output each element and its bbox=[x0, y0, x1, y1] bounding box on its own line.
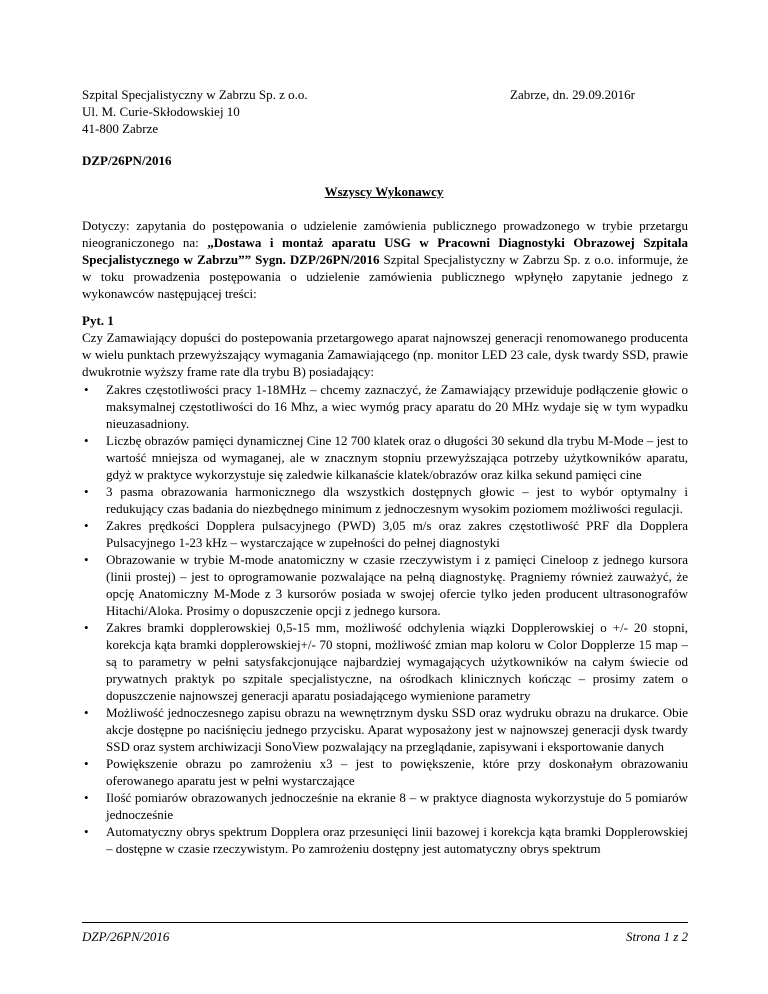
list-item bbox=[82, 551, 688, 619]
intro-text-start: Dotyczy: zapytania do postępowania o udzielenie zamówienia publicznego prowadzonego w trybie przetargu nieograniczonego na: bbox=[82, 218, 688, 250]
footer-reference: DZP/26PN/2016 bbox=[82, 929, 170, 944]
sender-address bbox=[82, 86, 412, 137]
question-title: Pyt. 1 bbox=[82, 313, 114, 328]
sender-line: 41-800 Zabrze bbox=[82, 121, 159, 136]
list-item-text: Liczbę obrazów pamięci dynamicznej Cine 12 700 klatek oraz o długości 30 sekund dla trybu M-Mode – jest to wartość mniejsza od wymaganej, ale w znacznym stopniu przewyższająca potrzeby użytkowników aparatu, gdyż w praktyce wykorzystuje się zaledwie kilkanaście klatek/obrazów oraz kilka sekund pamięci cine bbox=[106, 433, 688, 482]
bullet-icon: • bbox=[84, 824, 89, 839]
list-item-text: Zakres bramki dopplerowskiej 0,5-15 mm, możliwość odchylenia wiązki Dopplerowskiej o +/- 20 stopni, korekcja kąta bramki dopplerowskiej+/- 70 stopni, możliwość zmian map koloru w Color Dopplerze 15 map – są to parametry w pełni satysfakcjonujące najbardziej wymagających użytkowników na całym świecie od prywatnych praktyk po szpitale specjalistyczne, na ośrodkach klinicznych kończąc – prosimy zatem o dopuszczenie najnowszej generacji aparatu posiadającego wymienione parametry bbox=[106, 620, 688, 703]
page-number: Strona 1 z 2 bbox=[626, 929, 688, 944]
question-text: Czy Zamawiający dopuści do postepowania przetargowego aparat najnowszej generacji renomowanego producenta w wielu punktach przewyższający wymagania Zamawiającego (np. monitor LED 23 cale, dysk twardy SSD, prawie dwukrotnie wyższy frame rate dla trybu B) posiadający: bbox=[82, 330, 688, 379]
intro-paragraph bbox=[82, 217, 688, 302]
bullet-icon: • bbox=[84, 790, 89, 805]
list-item-text: Ilość pomiarów obrazowanych jednocześnie na ekranie 8 – w praktyce diagnosta wykorzystuje do 5 pomiarów jednocześnie bbox=[106, 790, 688, 822]
list-item bbox=[82, 789, 688, 823]
list-item-text: Obrazowanie w trybie M-mode anatomiczny w czasie rzeczywistym i z pamięci Cineloop z jednego kursora (linii prostej) – jest to oprogramowanie pozwalające na pełną diagnostykę. Pragniemy również zauważyć, że opcję Anatomiczny M-Mode z 3 kursorów posiada w swojej ofercie tylko jeden producent ultrasonografów Hitachi/Aloka. Prosimy o dopuszczenie opcji z jednego kursora. bbox=[106, 552, 688, 618]
date-line: Zabrze, dn. 29.09.2016r bbox=[510, 87, 635, 102]
list-item bbox=[82, 755, 688, 789]
bullet-icon: • bbox=[84, 433, 89, 448]
reference-number: DZP/26PN/2016 bbox=[82, 153, 172, 168]
list-item bbox=[82, 823, 688, 857]
list-item bbox=[82, 381, 688, 432]
list-item-text: Powiększenie obrazu po zamrożeniu x3 – jest to powiększenie, które przy doskonałym obrazowaniu oferowanego aparatu jest w pełni wystarczające bbox=[106, 756, 688, 788]
sender-line: Szpital Specjalistyczny w Zabrzu Sp. z o.o. bbox=[82, 87, 308, 102]
list-item bbox=[82, 432, 688, 483]
list-item-text: 3 pasma obrazowania harmonicznego dla wszystkich dostępnych głowic – jest to wybór optymalny i redukujący czas badania do niezbędnego minimum z jednoczesnym wysokim poziomem możliwości regulacji. bbox=[106, 484, 688, 516]
addressee-heading: Wszyscy Wykonawcy bbox=[324, 184, 444, 199]
bullet-icon: • bbox=[84, 382, 89, 397]
bullet-icon: • bbox=[84, 756, 89, 771]
footer-divider bbox=[82, 922, 688, 923]
list-item-text: Zakres prędkości Dopplera pulsacyjnego (PWD) 3,05 m/s oraz zakres częstotliwość PRF dla Dopplera Pulsacyjnego 1-23 kHz – wystarczające w zupełności do pełnej diagnostyki bbox=[106, 518, 688, 550]
tender-title: „Dostawa i montaż aparatu USG w Pracowni Diagnostyki Obrazowej Szpitala Specjalistycznego w Zabrzu”” Sygn. DZP/26PN/2016 bbox=[82, 235, 688, 267]
list-item-text: Możliwość jednoczesnego zapisu obrazu na wewnętrznym dysku SSD oraz wydruku obrazu na drukarce. Obie akcje dostępne po naciśnięciu jednego przycisku. Aparat wyposażony jest w najnowszej generacji dysk twardy SSD oraz system archiwizacji SonoView pozwalający na przeglądanie, zapisywani i eksportowanie danych bbox=[106, 705, 688, 754]
bullet-icon: • bbox=[84, 620, 89, 635]
bullet-icon: • bbox=[84, 552, 89, 567]
list-item-text: Automatyczny obrys spektrum Dopplera oraz przesunięci linii bazowej i korekcja kąta bramki Dopplerowskiej – dostępne w czasie rzeczywistym. Po zamrożeniu dostępny jest automatyczny obrys spektrum bbox=[106, 824, 688, 856]
intro-text-end: Szpital Specjalistyczny w Zabrzu Sp. z o.o. informuje, że w toku prowadzenia postępowania o udzielenie zamówienia publicznego wpłynęło zapytanie jednego z wykonawców następującej treści: bbox=[82, 252, 688, 301]
bullet-list bbox=[82, 381, 688, 857]
bullet-icon: • bbox=[84, 518, 89, 533]
list-item bbox=[82, 483, 688, 517]
list-item bbox=[82, 619, 688, 704]
sender-line: Ul. M. Curie-Skłodowskiej 10 bbox=[82, 104, 240, 119]
list-item bbox=[82, 517, 688, 551]
list-item bbox=[82, 704, 688, 755]
bullet-icon: • bbox=[84, 484, 89, 499]
list-item-text: Zakres częstotliwości pracy 1-18MHz – chcemy zaznaczyć, że Zamawiający przewiduje podłączenie głowic o maksymalnej częstotliwości do 16 Mhz, a wiec wymóg pracy aparatu do 20 MHz wydaje się w tym wypadku nieuzasadniony. bbox=[106, 382, 688, 431]
bullet-icon: • bbox=[84, 705, 89, 720]
